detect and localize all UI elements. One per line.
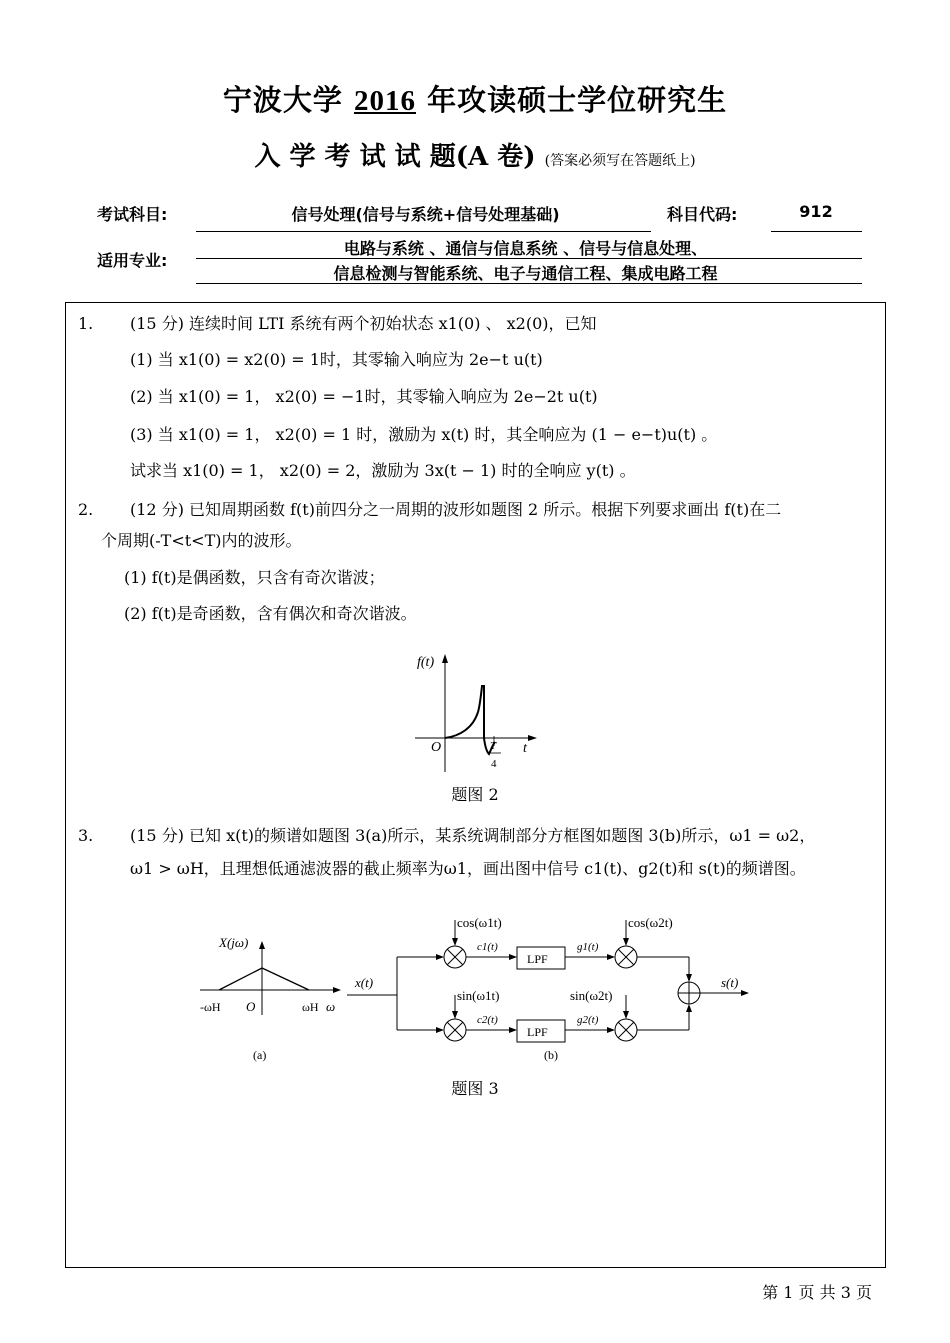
fig3b-c1-label: c1(t): [477, 941, 498, 953]
subject-label: 考试科目:: [97, 205, 168, 224]
exam-title: 宁波大学 2016 年攻读硕士学位研究生: [222, 83, 728, 117]
fig3b-lpf2-label: LPF: [527, 1025, 548, 1039]
q1-condition-2: (2) 当 x1(0) = 1， x2(0) = −1时，其零输入响应为 2e−2t u(t): [130, 387, 598, 406]
subject-value: 信号处理(信号与系统+信号处理基础): [291, 205, 560, 224]
fig2-y-arrow: [442, 654, 448, 663]
fig3b-cos2-label: cos(ω2t): [628, 915, 673, 930]
fig2-x-arrow: [528, 735, 537, 741]
q3-number: 3.: [78, 826, 94, 845]
q1-condition-3: (3) 当 x1(0) = 1， x2(0) = 1 时，激励为 x(t) 时，其全响应为 (1 − e−t)u(t) 。: [130, 425, 718, 444]
fig3a-y-arrow: [259, 941, 265, 949]
major-underline-2: [196, 283, 862, 284]
fig3a-neg-label: -ωH: [200, 1000, 221, 1014]
fig2-tick-den: 4: [491, 758, 497, 770]
page-number: 第 1 页 共 3 页: [762, 1283, 872, 1302]
fig2-ylabel: f(t): [417, 655, 435, 670]
fig3b-tag: (b): [544, 1048, 558, 1062]
q2-line-1: (12 分) 已知周期函数 f(t)前四分之一周期的波形如题图 2 所示。根据下列要求画出 f(t)在二: [130, 500, 782, 519]
fig3b-sin1-label: sin(ω1t): [457, 988, 500, 1003]
fig3b-g2-label: g2(t): [577, 1014, 599, 1026]
q1-intro: (15 分) 连续时间 LTI 系统有两个初始状态 x1(0) 、 x2(0)，已知: [130, 314, 597, 333]
code-underline: [771, 231, 862, 232]
fig2-xlabel: t: [523, 741, 527, 756]
fig3b-output-label: s(t): [721, 975, 739, 990]
fig3a-origin: O: [246, 999, 256, 1014]
figure-3a: [195, 930, 345, 1065]
q2-line-2: 个周期(-T<t<T)内的波形。: [101, 531, 302, 550]
fig3b-lpf1-label: LPF: [527, 952, 548, 966]
code-value: 912: [799, 202, 833, 221]
q3-line-2: ω1 > ωH，且理想低通滤波器的截止频率为ω1，画出图中信号 c1(t)、g2(t)和 s(t)的频谱图。: [130, 859, 806, 878]
fig2-origin: O: [431, 740, 442, 755]
major-line-1: 电路与系统 、通信与信息系统 、信号与信息处理、: [343, 239, 708, 258]
subject-underline: [196, 231, 651, 232]
fig3a-spectrum: [219, 968, 309, 990]
fig3b-g1-label: g1(t): [577, 941, 599, 953]
fig3a-x-arrow: [333, 987, 341, 993]
fig2-caption: 题图 2: [451, 785, 499, 804]
q1-condition-1: (1) 当 x1(0) = x2(0) = 1时，其零输入响应为 2e−t u(t): [130, 350, 543, 369]
fig3b-cos1-label: cos(ω1t): [457, 915, 502, 930]
q1-number: 1.: [78, 314, 94, 333]
q2-req-2: (2) f(t)是奇函数，含有偶次和奇次谐波。: [124, 604, 417, 623]
code-label: 科目代码:: [667, 205, 738, 224]
fig3b-sin2-label: sin(ω2t): [570, 988, 613, 1003]
fig2-tick-num: T: [490, 740, 497, 752]
figure-3b: [345, 905, 755, 1070]
q3-line-1: (15 分) 已知 x(t)的频谱如题图 3(a)所示，某系统调制部分方框图如题图 3(b)所示，ω1 = ω2，: [130, 826, 816, 845]
fig3b-c2-label: c2(t): [477, 1014, 498, 1026]
exam-subtitle: 入 学 考 试 试 题(A 卷) (答案必须写在答题纸上): [254, 142, 696, 172]
fig3a-axis-label: ω: [326, 999, 336, 1014]
fig3-caption: 题图 3: [451, 1079, 499, 1098]
fig3a-tag: (a): [253, 1048, 267, 1062]
q2-number: 2.: [78, 500, 94, 519]
figure-2: [405, 650, 545, 775]
fig3b-input-label: x(t): [355, 975, 374, 990]
major-underline-1: [196, 258, 862, 259]
answer-note: (答案必须写在答题纸上): [544, 153, 696, 169]
fig3a-pos-label: ωH: [302, 1000, 319, 1014]
q2-req-1: (1) f(t)是偶函数，只含有奇次谐波；: [124, 568, 385, 587]
fig3a-ylabel: X(jω): [219, 935, 249, 950]
major-line-2: 信息检测与智能系统、电子与通信工程、集成电路工程: [333, 264, 718, 283]
major-label: 适用专业:: [97, 251, 168, 270]
fig2-curve-rise: [445, 686, 484, 738]
q1-ask: 试求当 x1(0) = 1， x2(0) = 2，激励为 3x(t − 1) 时的全响应 y(t) 。: [130, 461, 636, 480]
